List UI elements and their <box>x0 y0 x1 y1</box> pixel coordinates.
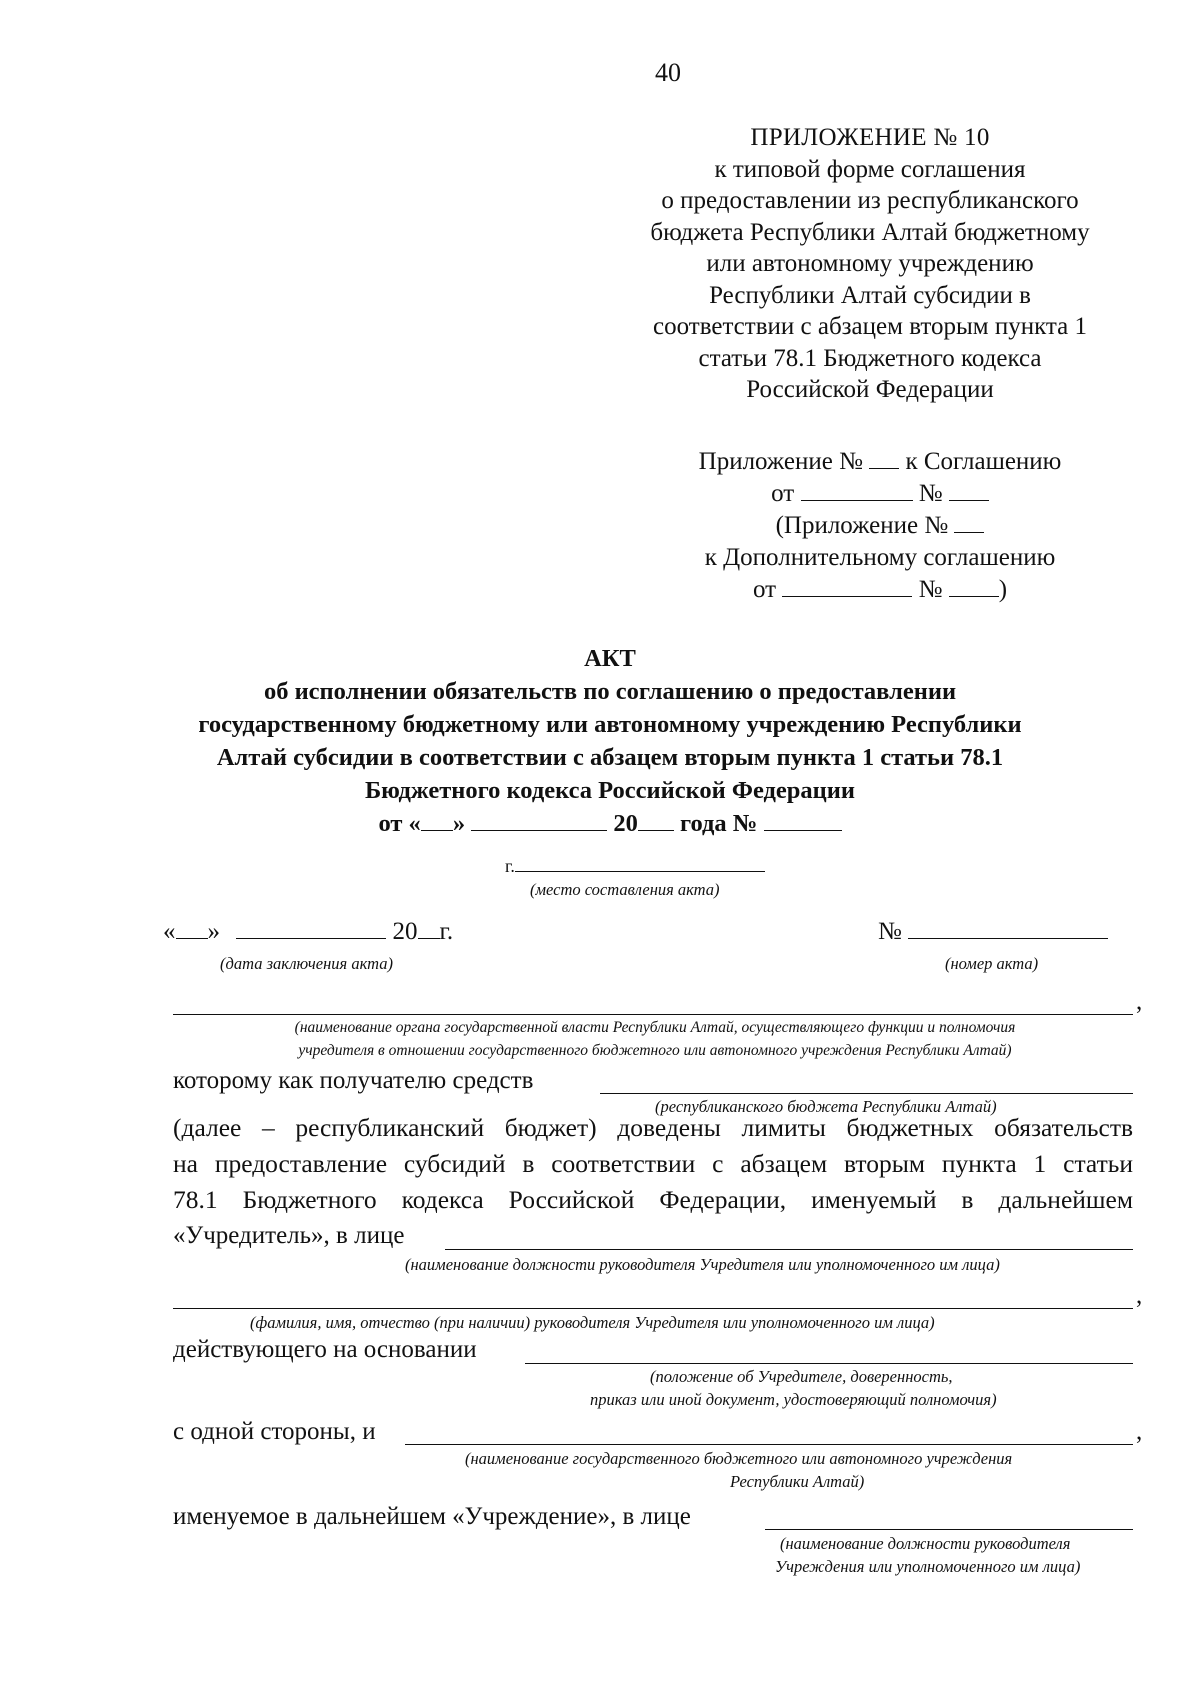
blank-field[interactable] <box>421 810 453 831</box>
institution-caption: Республики Алтай) <box>730 1472 865 1491</box>
date-caption: (дата заключения акта) <box>220 954 393 973</box>
founder-label: «Учредитель», в лице <box>173 1222 405 1249</box>
blank-field[interactable] <box>471 810 607 831</box>
ref-text: от <box>752 576 777 603</box>
authority-field[interactable] <box>173 1014 1133 1015</box>
recipient-caption: (республиканского бюджета Республики Алтай) <box>655 1097 997 1116</box>
ref-text: № <box>918 576 943 603</box>
act-subtitle-line: Алтай субсидии в соответствии с абзацем вторым пункта 1 статьи 78.1 <box>216 744 1004 771</box>
institution-field[interactable] <box>405 1444 1133 1445</box>
number-caption: (номер акта) <box>945 954 1039 973</box>
blank-field[interactable] <box>949 576 999 597</box>
basis-field[interactable] <box>525 1363 1133 1364</box>
page-number: 40 <box>655 58 681 87</box>
act-subtitle-line: государственному бюджетному или автономному учреждению Республики <box>198 711 1022 738</box>
blank-field[interactable] <box>764 810 842 831</box>
founder-field[interactable] <box>445 1249 1133 1250</box>
conclusion-row: « » 20 г. № <box>163 918 1133 946</box>
act-subtitle-line: Бюджетного кодекса Российской Федерации <box>364 777 855 804</box>
appendix-title: ПРИЛОЖЕНИЕ № 10 <box>750 124 990 151</box>
authority-caption: учредителя в отношении государственного бюджетного или автономного учреждения Республики Алтай) <box>298 1042 1012 1059</box>
ref-text: ) <box>998 576 1008 603</box>
ref-text: (Приложение № <box>775 512 949 539</box>
ref-text: Приложение № <box>698 448 863 475</box>
appendix-header <box>610 122 1130 406</box>
act-number: № <box>878 918 1108 946</box>
authority-caption: (наименование органа государственной власти Республики Алтай, осуществляющего функции и полномочия <box>294 1019 1016 1036</box>
ref-text: к Соглашению <box>905 448 1062 475</box>
appendix-line: или автономному учреждению <box>706 250 1034 277</box>
blank-field[interactable] <box>954 512 984 533</box>
appendix-line: бюджета Республики Алтай бюджетному <box>650 218 1090 246</box>
blank-field[interactable] <box>782 576 912 597</box>
body-paragraph: (далее – республиканский бюджет) доведены лимиты бюджетных обязательств на предоставление субсидий в соответствии с абзацем вторым пункта 1 статьи 78.1 Бюджетного кодекса Российской Федерации, именуемый в дальнейшем <box>173 1113 1133 1214</box>
act-number-field[interactable] <box>908 918 1108 939</box>
place-field[interactable] <box>515 855 765 872</box>
blank-field[interactable] <box>949 480 989 501</box>
founder-caption: (наименование должности руководителя Учредителя или уполномоченного им лица) <box>405 1255 1000 1274</box>
appendix-line: соответствии с абзацем вторым пункта 1 <box>653 313 1087 340</box>
appendix-line: о предоставлении из республиканского <box>661 187 1079 214</box>
month-field[interactable] <box>236 918 386 939</box>
basis-caption: (положение об Учредителе, доверенность, <box>650 1367 953 1386</box>
year-field[interactable] <box>418 918 440 939</box>
place-line: г. <box>505 855 765 877</box>
act-title: АКТ <box>584 645 636 672</box>
blank-field[interactable] <box>801 480 913 501</box>
act-subtitle-line: об исполнении обязательств по соглашению о предоставлении <box>263 678 957 705</box>
basis-caption: приказ или иной документ, удостоверяющий полномочия) <box>590 1390 997 1409</box>
recipient-field[interactable] <box>600 1093 1133 1094</box>
blank-field[interactable] <box>869 448 899 469</box>
appendix-line: к типовой форме соглашения <box>714 155 1026 183</box>
ref-text: от <box>771 480 795 507</box>
blank-field[interactable] <box>638 810 674 831</box>
appendix-line: Республики Алтай субсидии в <box>709 281 1031 309</box>
appendix-line: статьи 78.1 Бюджетного кодекса <box>698 344 1042 372</box>
head-caption: Учреждения или уполномоченного им лица) <box>775 1557 1081 1576</box>
fio-field[interactable] <box>173 1308 1133 1309</box>
recipient-label: которому как получателю средств <box>173 1067 534 1094</box>
named-label: именуемое в дальнейшем «Учреждение», в лице <box>173 1503 691 1530</box>
basis-label: действующего на основании <box>173 1336 477 1363</box>
place-caption: (место составления акта) <box>530 880 720 899</box>
act-heading <box>160 642 1060 840</box>
side-label: с одной стороны, и <box>173 1418 376 1445</box>
head-caption: (наименование должности руководителя <box>780 1534 1071 1553</box>
institution-caption: (наименование государственного бюджетного или автономного учреждения <box>465 1449 1013 1468</box>
day-field[interactable] <box>176 918 208 939</box>
ref-text: № <box>918 480 943 507</box>
act-date-line: от « » 20 года № <box>160 807 1060 840</box>
agreement-reference <box>660 446 1100 606</box>
head-field[interactable] <box>765 1529 1133 1530</box>
fio-caption: (фамилия, имя, отчество (при наличии) руководителя Учредителя или уполномоченного им лица) <box>250 1313 935 1332</box>
appendix-line: Российской Федерации <box>746 376 994 403</box>
ref-text: к Дополнительному соглашению <box>704 544 1056 571</box>
